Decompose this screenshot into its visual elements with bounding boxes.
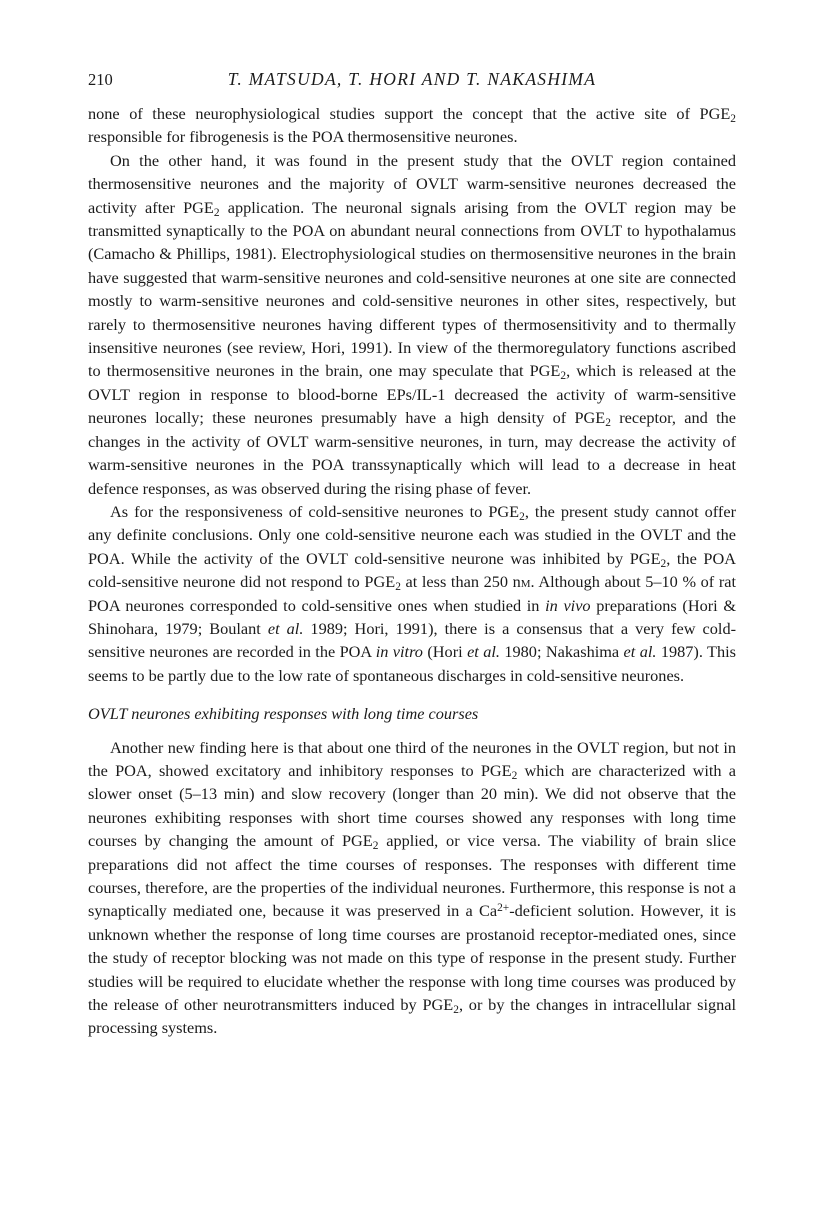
paragraph-continued: [88, 102, 736, 149]
subscript: 2: [511, 769, 518, 782]
paragraph-long-time-courses: [88, 736, 736, 1040]
subscript: 2: [372, 840, 379, 853]
paragraph-cold-sensitive: [88, 500, 736, 687]
text-run: none of these neurophysiological studies support the concept that the active site of PGE: [88, 104, 731, 123]
subscript: 2: [560, 370, 567, 383]
superscript: 2+: [497, 902, 510, 915]
text-run: On the other hand, it was found in the present study that the OVLT region contained thermosensitive neurones and the majority of OVLT warm-sensitive neurones decreased the activity after PGE: [88, 150, 736, 217]
italic-text: et al.: [467, 642, 500, 662]
text-run: receptor, and the changes in the activity of OVLT warm-sensitive neurones, in turn, may decrease the activity of warm-sensitive neurones in the POA transsynaptically which will lead to a decrease in heat defence responses, as was observed during the rising phase of fever.: [88, 408, 736, 498]
subscript: 2: [395, 580, 401, 593]
text-run: at less than 250 n: [400, 572, 521, 592]
page-header: [88, 68, 736, 94]
paragraph-ovlt-thermosensitive: [88, 149, 736, 500]
running-head: T. MATSUDA, T. HORI AND T. NAKASHIMA: [227, 69, 597, 89]
page-number: 210: [88, 70, 113, 89]
italic-text: in vivo: [545, 595, 591, 615]
subscript: 2: [519, 510, 525, 523]
text-run: , which is released at the OVLT region in response to blood-borne EPs/IL-1 decreased the activity of warm-sensitive neurones locally; these neurones presumably have a high density of PGE: [88, 361, 737, 428]
text-run: (Hori: [422, 642, 468, 662]
subscript: 2: [453, 1003, 459, 1016]
text-run: . Although about 5–10 % of rat POA neurones corresponded to cold-sensitive ones when studied in: [88, 572, 736, 615]
text-run: As for the responsiveness of cold-sensitive neurones to PGE: [110, 501, 520, 521]
italic-text: et al.: [623, 642, 657, 662]
text-run: which are characterized with a slower onset (5–13 min) and slow recovery (longer than 20 min). We did not observe that the neurones exhibiting responses with short time courses showed any responses with long time courses by changing the amount of PGE: [88, 760, 736, 851]
section-heading: OVLT neurones exhibiting responses with long time courses: [88, 704, 479, 724]
text-run: 1987). This seems to be partly due to the low rate of spontaneous discharges in cold-sensitive neurones.: [88, 642, 736, 685]
text-run: applied, or vice versa. The viability of brain slice preparations did not affect the time courses of responses. The responses with different time courses, therefore, are the properties of the individual neurones. Furthermore, this response is not a synaptically mediated one, because it was preserved in a Ca: [88, 831, 736, 921]
subscript: 2: [730, 112, 736, 125]
text-run: 1980; Nakashima: [499, 642, 624, 662]
text-run: -deficient solution. However, it is unknown whether the response of long time courses are prostanoid receptor-mediated ones, since the study of receptor blocking was not made on this type of response in the present study. Further studies will be required to elucidate whether the response with long time courses was produced by the release of other neurotransmitters induced by PGE: [88, 901, 736, 1015]
text-run: , the present study cannot offer any definite conclusions. Only one cold-sensitive neurone each was studied in the OVLT and the POA. While the activity of the OVLT cold-sensitive neurone was inhibited by PGE: [88, 501, 736, 568]
italic-text: et al.: [267, 618, 304, 638]
article-page: [88, 68, 736, 1040]
subscript: 2: [213, 206, 220, 219]
text-run: 1989; Hori, 1991), there is a consensus that a very few cold-sensitive neurones are recorded in the POA: [88, 618, 737, 662]
text-run: responsible for fibrogenesis is the POA thermosensitive neurones.: [88, 127, 518, 147]
text-run: preparations (Hori & Shinohara, 1979; Boulant: [88, 595, 736, 638]
text-run: application. The neuronal signals arising from the OVLT region may be transmitted synaptically to the POA on abundant neural connections from OVLT to hypothalamus (Camacho & Phillips, 1981). Electrophysiological studies on thermosensitive neurones in the brain have suggested that warm-sensitive neurones and cold-sensitive neurones at one site are connected mostly to warm-sensitive neurones and cold-sensitive neurones in other sites, respectively, but rarely to thermosensitive neurones having different types of thermosensitivity and to thermally insensitive neurones (see review, Hori, 1991). In view of the thermoregulatory functions ascribed to thermosensitive neurones in the brain, one may speculate that PGE: [88, 197, 737, 381]
subscript: 2: [605, 417, 611, 430]
text-run: , the POA cold-sensitive neurone did not respond to PGE: [88, 548, 736, 592]
text-run: Another new finding here is that about one third of the neurones in the OVLT region, but not in the POA, showed excitatory and inhibitory responses to PGE: [88, 737, 736, 780]
italic-text: in vitro: [375, 642, 423, 662]
text-run: m: [520, 572, 531, 592]
subscript: 2: [660, 557, 667, 570]
text-run: , or by the changes in intracellular signal processing systems.: [88, 995, 736, 1038]
